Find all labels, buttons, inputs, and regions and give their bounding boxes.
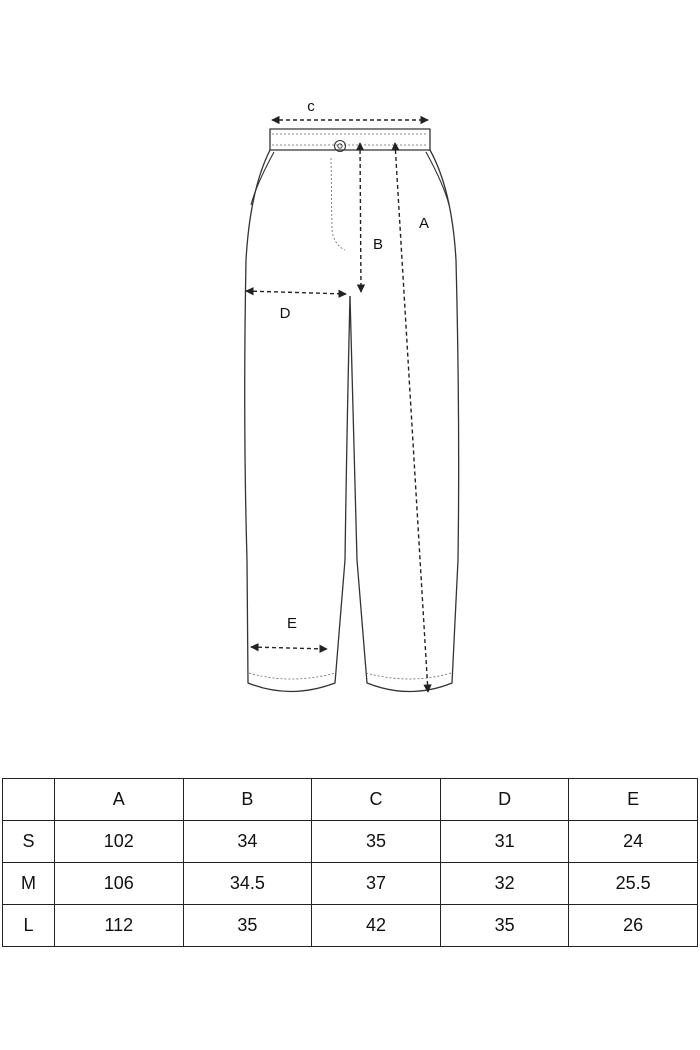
measure-b-label: B	[372, 236, 384, 253]
fly-stitch	[331, 158, 345, 250]
size-label-cell: S	[3, 821, 55, 863]
table-header-row	[3, 779, 698, 821]
table-cell: 35	[183, 905, 312, 947]
table-row	[3, 905, 698, 947]
table-cell: 34	[183, 821, 312, 863]
table-cell: 35	[440, 905, 569, 947]
left-hem-stitch	[249, 673, 336, 679]
table-cell: 37	[312, 863, 441, 905]
size-label-cell: M	[3, 863, 55, 905]
table-cell: 24	[569, 821, 698, 863]
table-cell: 26	[569, 905, 698, 947]
table-cell: 34.5	[183, 863, 312, 905]
left-leg-outline	[245, 150, 350, 692]
measure-d-arrow	[246, 291, 346, 294]
measure-b-arrow	[360, 143, 361, 292]
pants-pockets	[251, 152, 449, 205]
table-header-cell: A	[55, 779, 184, 821]
table-cell: 32	[440, 863, 569, 905]
measure-e-arrow	[251, 647, 327, 649]
size-table	[2, 778, 698, 947]
measure-d-label: D	[279, 305, 291, 322]
right-hem-stitch	[366, 673, 451, 679]
measure-c-label: c	[307, 98, 315, 115]
table-row	[3, 821, 698, 863]
table-cell: 35	[312, 821, 441, 863]
table-corner-cell	[3, 779, 55, 821]
table-cell: 31	[440, 821, 569, 863]
table-cell: 25.5	[569, 863, 698, 905]
measure-a-label: A	[418, 215, 430, 232]
right-pocket	[426, 152, 449, 205]
table-header-cell: B	[183, 779, 312, 821]
table-header-cell: E	[569, 779, 698, 821]
measure-e-label: E	[286, 615, 298, 632]
table-cell: 42	[312, 905, 441, 947]
table-header-cell: C	[312, 779, 441, 821]
pants-outline	[245, 129, 459, 692]
waistband	[270, 129, 430, 150]
right-leg-outline	[350, 150, 459, 692]
table-header-cell: D	[440, 779, 569, 821]
table-row	[3, 863, 698, 905]
table-cell: 106	[55, 863, 184, 905]
size-label-cell: L	[3, 905, 55, 947]
table-cell: 112	[55, 905, 184, 947]
table-cell: 102	[55, 821, 184, 863]
waistband-stitch	[272, 134, 428, 145]
